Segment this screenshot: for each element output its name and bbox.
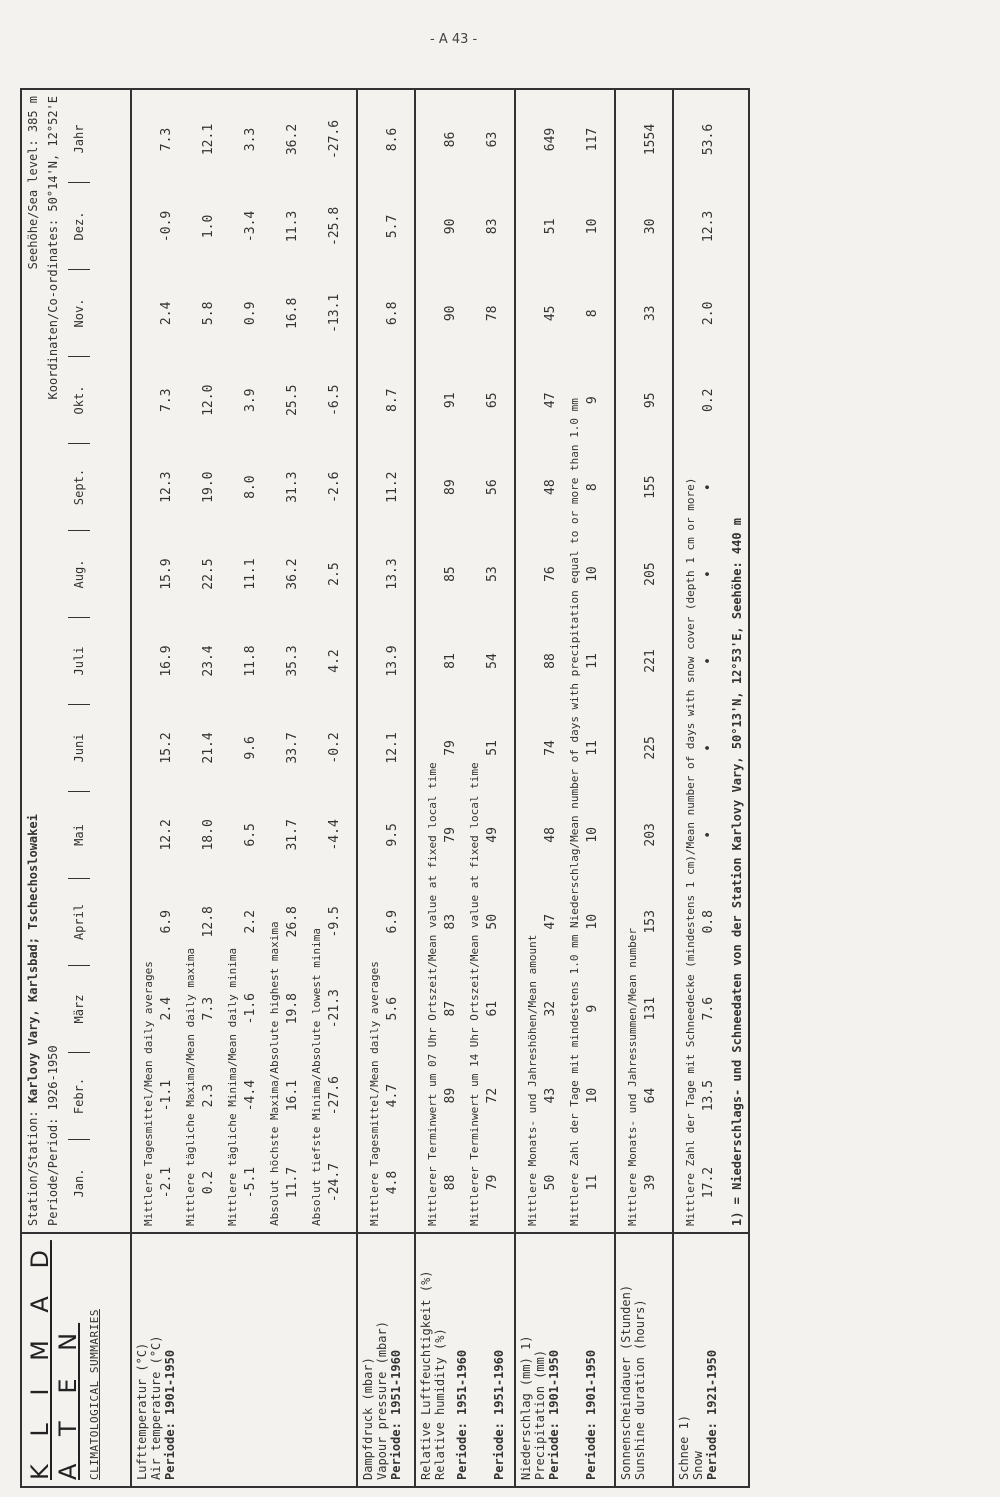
month-header-row (68, 96, 90, 1226)
header-row (21, 89, 131, 1487)
period-line (46, 96, 60, 1226)
value-cell: -6.5 (327, 384, 342, 416)
vapour-label: Dampfdruck (mbar) Vapour pressure (mbar) Periode: 1951-1960 (357, 1233, 415, 1487)
value-cell: 15.2 (159, 732, 174, 764)
value-cell: 72 (485, 1087, 500, 1104)
value-cell: 9.5 (385, 823, 400, 847)
sunshine-values: Mittlere Monats- und Jahressummen/Mean number 39 64 131 153 203 225 221 205 155 95 33 30 1554 (615, 89, 673, 1233)
value-cell: 76 (543, 566, 558, 582)
temperature-label: Lufttemperatur (°C) Air temperature (°C) Periode: 1901-1950 (131, 1233, 357, 1487)
value-cell: 225 (643, 736, 658, 760)
value-cell: 86 (443, 131, 458, 148)
value-cell: -0.2 (327, 732, 342, 764)
month-year: Jahr (68, 96, 90, 183)
value-cell: 221 (643, 649, 658, 673)
month-jun: Juni (68, 705, 90, 792)
value-cell: 12.2 (159, 819, 174, 851)
value-cell: 78 (485, 305, 500, 322)
sea-level: 385 m (26, 96, 40, 133)
value-cell: -2.1 (159, 1166, 174, 1199)
value-cell: 7.3 (159, 388, 174, 412)
month-aug: Aug. (68, 531, 90, 618)
value-cell: 2.2 (243, 910, 258, 934)
subtitle: CLIMATOLOGICAL SUMMARIES (88, 1309, 101, 1480)
value-cell: 35.3 (285, 645, 300, 677)
temp-absmin-row (327, 96, 342, 1226)
value-cell: 13.5 (701, 1079, 716, 1112)
value-cell: • (701, 830, 716, 839)
value-cell: 9.6 (243, 736, 258, 760)
snow-row (701, 96, 716, 1226)
value-cell: 23.4 (201, 645, 216, 677)
value-cell: • (701, 657, 716, 665)
value-cell: 15.9 (159, 558, 174, 590)
month-dec: Dez. (68, 183, 90, 270)
value-cell: 0.9 (243, 301, 258, 326)
vapour-section (357, 89, 415, 1487)
value-cell: 85 (443, 566, 458, 582)
humidity-07-row (443, 96, 458, 1226)
value-cell: -0.9 (159, 210, 174, 243)
value-cell: 131 (643, 996, 658, 1021)
value-cell: 13.9 (385, 645, 400, 677)
precipitation-label: Niederschlag (mm) 1) Precipitation (mm) Periode: 1901-1950 Periode: 1901-1950 (515, 1233, 615, 1487)
value-cell: 11.2 (385, 471, 400, 503)
temp-max-row (201, 96, 216, 1226)
value-cell: 33.7 (285, 732, 300, 764)
value-cell: 91 (443, 392, 458, 409)
value-cell: 8.0 (243, 475, 258, 499)
coords-info: Koordinaten/Co-ordinates: 50°14'N, 12°52'E (46, 96, 60, 400)
value-cell: 12.8 (201, 906, 216, 938)
value-cell: • (701, 483, 716, 492)
value-cell: 203 (643, 823, 658, 847)
value-cell: 1554 (643, 123, 658, 156)
value-cell: -4.4 (243, 1079, 258, 1112)
value-cell: 36.2 (285, 558, 300, 590)
precip-amount-row (543, 96, 558, 1226)
value-cell: 8.6 (385, 127, 400, 152)
value-cell: 9 (585, 1004, 600, 1013)
value-cell: 153 (643, 910, 658, 934)
value-cell: 19.8 (285, 993, 300, 1025)
value-cell: 87 (443, 1000, 458, 1017)
value-cell: 90 (443, 218, 458, 235)
value-cell: 79 (443, 827, 458, 843)
value-cell: 10 (585, 827, 600, 843)
value-cell: 26.8 (285, 906, 300, 938)
value-cell: -5.1 (243, 1166, 258, 1199)
value-cell: 10 (585, 913, 600, 930)
value-cell: 4.2 (327, 649, 342, 673)
temperature-section (131, 89, 357, 1487)
value-cell: 7.3 (159, 127, 174, 152)
month-jul: Juli (68, 618, 90, 705)
value-cell: 89 (443, 479, 458, 495)
value-cell: 54 (485, 653, 500, 669)
value-cell: 5.7 (385, 214, 400, 239)
title: K L I M A D A T E N (26, 1240, 82, 1480)
value-cell: 11.1 (243, 558, 258, 590)
page-number: - A 43 - (430, 32, 478, 47)
value-cell: 7.3 (201, 996, 216, 1021)
value-cell: 53.6 (701, 123, 716, 156)
period-info: Periode/Period: 1926-1950 (46, 1045, 60, 1226)
value-cell: 6.9 (385, 910, 400, 934)
value-cell: 48 (543, 827, 558, 843)
value-cell: 25.5 (285, 384, 300, 416)
value-cell: 17.2 (701, 1166, 716, 1199)
snow-section (673, 89, 749, 1487)
humidity-label: Relative Luftfeuchtigkeit (%) Relative humidity (%) Periode: 1951-1960 Periode: 1951-1960 (415, 1233, 515, 1487)
value-cell: 16.9 (159, 645, 174, 677)
value-cell: 4.8 (385, 1170, 400, 1195)
value-cell: 8 (585, 483, 600, 492)
value-cell: -27.6 (327, 1076, 342, 1116)
value-cell: 79 (443, 740, 458, 756)
value-cell: 10 (585, 566, 600, 582)
climate-table-sheet (20, 88, 965, 1488)
sunshine-label: Sonnenscheindauer (Stunden) Sunshine duration (hours) (615, 1233, 673, 1487)
sea-level-info: Seehöhe/Sea level: 385 m (26, 96, 40, 270)
humidity-values: Mittlerer Terminwert um 07 Uhr Ortszeit/Mean value at fixed local time 88 89 87 83 79 79 81 85 89 91 90 90 86 Mittlerer Terminwert um 14 Uhr Ortszeit/Mean value at fixed local time 79 72 61 50 49 51 54 53 56 65 78 83 63 (415, 89, 515, 1233)
value-cell: 12.0 (201, 384, 216, 416)
value-cell: 8 (585, 309, 600, 318)
value-cell: 90 (443, 305, 458, 322)
value-cell: 51 (543, 218, 558, 235)
value-cell: 12.3 (701, 210, 716, 243)
value-cell: 61 (485, 1000, 500, 1017)
value-cell: 2.3 (201, 1083, 216, 1108)
value-cell: 47 (543, 392, 558, 409)
title-cell (21, 1233, 131, 1487)
temperature-values: Mittlere Tagesmittel/Mean daily averages -2.1 -1.1 2.4 6.9 12.2 15.2 16.9 15.9 12.3 7.3 2.4 -0.9 7.3 Mittlere tägliche Maxima/Mean daily maxima 0.2 2.3 7.3 12.8 18.0 21.4 23.4 22.5 19.0 12.0 5.8 1.0 12.1 Mittlere tägliche Minima/Mean daily minima -5.1 -4.4 -1.6 2.2 6.5 9.6 11.8 11.1 8.0 3.9 0.9 -3.4 3.3 Absolut höchste Maxima/Absolute highest maxima 11.7 16.1 19.8 26.8 31.7 33.7 35.3 36.2 31.3 25.5 16.8 11.3 36.2 Absolut tiefste Minima/Absolute lowest minima -24.7 -27.6 -21.3 -9.5 -4.4 -0.2 4.2 2.5 -2.6 -6.5 -13.1 -25.8 -27.6 (131, 89, 357, 1233)
value-cell: 11.7 (285, 1166, 300, 1199)
coords: 50°14'N, 12°52'E (46, 96, 60, 212)
value-cell: 2.0 (701, 301, 716, 326)
value-cell: 51 (485, 740, 500, 756)
value-cell: -1.1 (159, 1079, 174, 1112)
value-cell: -27.6 (327, 119, 342, 160)
value-cell: 6.5 (243, 823, 258, 847)
value-cell: 45 (543, 305, 558, 322)
value-cell: 16.8 (285, 297, 300, 329)
value-cell: 19.0 (201, 471, 216, 503)
month-oct: Okt. (68, 357, 90, 444)
value-cell: 18.0 (201, 819, 216, 851)
snow-values: Mittlere Zahl der Tage mit Schneedecke (mindestens 1 cm)/Mean number of days with snow cover (depth 1 cm or more) 17.2 13.5 7.6 0.8 • • • • • 0.2 2.0 12.3 53.6 1) = Niederschlags- und Schneedaten von der Station Karlovy Vary, 50°13'N, 12°53'E, Seehöhe: 440 m (673, 89, 749, 1233)
value-cell: 2.5 (327, 562, 342, 586)
value-cell: 53 (485, 566, 500, 582)
value-cell: 31.7 (285, 819, 300, 851)
value-cell: -3.4 (243, 210, 258, 243)
humidity-14-row (485, 96, 500, 1226)
month-sep: Sept. (68, 444, 90, 531)
value-cell: -9.5 (327, 906, 342, 938)
value-cell: 6.8 (385, 301, 400, 326)
value-cell: 8.7 (385, 388, 400, 412)
value-cell: 43 (543, 1087, 558, 1104)
value-cell: 11 (585, 653, 600, 669)
value-cell: 83 (443, 913, 458, 930)
value-cell: 3.3 (243, 127, 258, 152)
station-cell (21, 89, 131, 1233)
value-cell: 30 (643, 218, 658, 235)
value-cell: 10 (585, 1087, 600, 1104)
value-cell: 32 (543, 1000, 558, 1017)
value-cell: 74 (543, 740, 558, 756)
station-line (26, 96, 40, 1226)
temp-min-row (243, 96, 258, 1226)
value-cell: 5.6 (385, 996, 400, 1021)
precipitation-values: Mittlere Monats- und Jahreshöhen/Mean amount 50 43 32 47 48 74 88 76 48 47 45 51 649 Mittlere Zahl der Tage mit mindestens 1.0 mm Niederschlag/Mean number of days with precipitation equal to or more than 1.0 mm 11 10 9 10 10 11 11 10 8 9 8 10 117 (515, 89, 615, 1233)
value-cell: 56 (485, 479, 500, 495)
vapour-values: Mittlere Tagesmittel/Mean daily averages 4.8 4.7 5.6 6.9 9.5 12.1 13.9 13.3 11.2 8.7 6.8 5.7 8.6 (357, 89, 415, 1233)
value-cell: 64 (643, 1087, 658, 1104)
value-cell: 5.8 (201, 301, 216, 326)
value-cell: -13.1 (327, 293, 342, 333)
value-cell: -24.7 (327, 1162, 342, 1203)
precipitation-section (515, 89, 615, 1487)
value-cell: 83 (485, 218, 500, 235)
value-cell: 2.4 (159, 301, 174, 326)
value-cell: • (701, 744, 716, 752)
value-cell: 47 (543, 913, 558, 930)
value-cell: 3.9 (243, 388, 258, 412)
value-cell: 22.5 (201, 558, 216, 590)
value-cell: 21.4 (201, 732, 216, 764)
value-cell: 0.2 (701, 388, 716, 412)
value-cell: 12.3 (159, 471, 174, 503)
footnote: 1) = Niederschlags- und Schneedaten von der Station Karlovy Vary, 50°13'N, 12°53'E, Seehöhe: 440 m (730, 517, 744, 1226)
value-cell: 65 (485, 392, 500, 409)
value-cell: 16.1 (285, 1079, 300, 1112)
month-apr: April (68, 879, 90, 966)
value-cell: 10 (585, 218, 600, 235)
value-cell: -25.8 (327, 206, 342, 246)
value-cell: -1.6 (243, 993, 258, 1025)
value-cell: 7.6 (701, 996, 716, 1021)
value-cell: 6.9 (159, 910, 174, 934)
climate-table (20, 88, 750, 1488)
precip-days-row (585, 96, 600, 1226)
value-cell: 50 (485, 913, 500, 930)
temp-absmax-row (285, 96, 300, 1226)
value-cell: 49 (485, 827, 500, 843)
value-cell: 205 (643, 562, 658, 586)
value-cell: 13.3 (385, 558, 400, 590)
value-cell: 11 (585, 740, 600, 756)
value-cell: 649 (543, 127, 558, 152)
sunshine-row (643, 96, 658, 1226)
value-cell: 0.8 (701, 910, 716, 934)
value-cell: 48 (543, 479, 558, 495)
value-cell: 155 (643, 475, 658, 499)
value-cell: 11.8 (243, 645, 258, 677)
value-cell: 95 (643, 392, 658, 409)
month-mar: März (68, 966, 90, 1053)
value-cell: 31.3 (285, 471, 300, 503)
humidity-section (415, 89, 515, 1487)
value-cell: 88 (443, 1174, 458, 1191)
value-cell: 2.4 (159, 996, 174, 1021)
station-info: Station/Station: Karlovy Vary, Karlsbad; Tschechoslowakei (26, 814, 40, 1226)
month-jan: Jan. (72, 1168, 86, 1198)
period: 1926-1950 (46, 1045, 60, 1111)
value-cell: 39 (643, 1174, 658, 1191)
value-cell: 11.3 (285, 210, 300, 243)
month-feb: Febr. (68, 1053, 90, 1140)
value-cell: 9 (585, 396, 600, 405)
value-cell: • (701, 570, 716, 578)
vapour-row (385, 96, 400, 1226)
value-cell: 79 (485, 1174, 500, 1191)
sunshine-section (615, 89, 673, 1487)
value-cell: 1.0 (201, 214, 216, 239)
value-cell: -2.6 (327, 471, 342, 503)
value-cell: 81 (443, 653, 458, 669)
value-cell: 117 (585, 127, 600, 152)
value-cell: 33 (643, 305, 658, 322)
value-cell: 0.2 (201, 1170, 216, 1195)
value-cell: -4.4 (327, 819, 342, 851)
value-cell: 36.2 (285, 123, 300, 156)
value-cell: 63 (485, 131, 500, 148)
snow-label: Schnee 1) Snow Periode: 1921-1950 (673, 1233, 749, 1487)
value-cell: 11 (585, 1174, 600, 1191)
temp-mean-row (159, 96, 174, 1226)
station-name: Karlovy Vary, Karlsbad; Tschechoslowakei (26, 814, 40, 1104)
value-cell: 50 (543, 1174, 558, 1191)
value-cell: 12.1 (201, 123, 216, 156)
value-cell: 4.7 (385, 1083, 400, 1108)
value-cell: 89 (443, 1087, 458, 1104)
value-cell: -21.3 (327, 989, 342, 1029)
value-cell: 12.1 (385, 732, 400, 764)
month-may: Mai (68, 792, 90, 879)
value-cell: 88 (543, 653, 558, 669)
month-nov: Nov. (68, 270, 90, 357)
